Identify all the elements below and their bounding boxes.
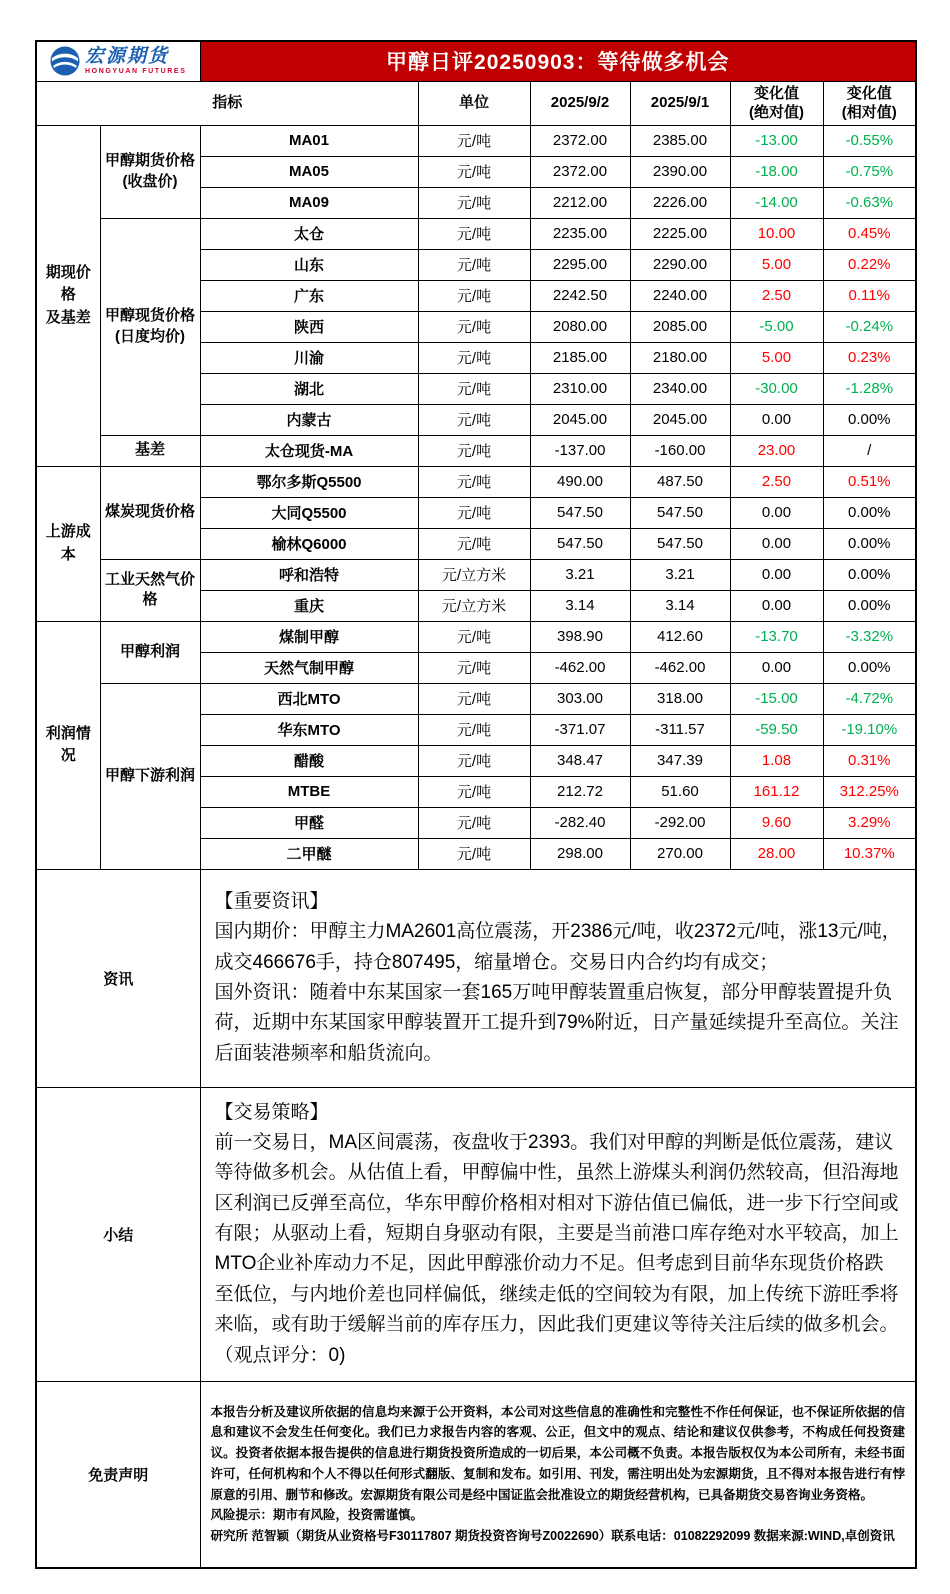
news-label: 资讯 — [36, 869, 200, 1087]
unit-value: 元/吨 — [418, 745, 530, 776]
table-row — [36, 218, 916, 249]
value-date1: -371.07 — [530, 714, 630, 745]
indicator-name: MA05 — [200, 156, 418, 187]
unit-value: 元/立方米 — [418, 590, 530, 621]
value-date2: 270.00 — [630, 838, 730, 869]
disclaimer-label: 免责声明 — [36, 1382, 200, 1568]
indicator-name: 二甲醚 — [200, 838, 418, 869]
indicator-name: 山东 — [200, 249, 418, 280]
value-date1: 2235.00 — [530, 218, 630, 249]
value-date1: 490.00 — [530, 466, 630, 497]
value-date2: 487.50 — [630, 466, 730, 497]
table-row — [36, 466, 916, 497]
table-row — [36, 435, 916, 466]
row-subgroup-label: 工业天然气价格 — [100, 559, 200, 621]
indicator-name: 榆林Q6000 — [200, 528, 418, 559]
row-group-label: 上游成本 — [36, 466, 100, 621]
value-date1: 2242.50 — [530, 280, 630, 311]
indicator-name: MA09 — [200, 187, 418, 218]
value-date1: 2185.00 — [530, 342, 630, 373]
value-date2: -311.57 — [630, 714, 730, 745]
unit-value: 元/吨 — [418, 435, 530, 466]
change-absolute: -59.50 — [730, 714, 823, 745]
summary-content — [200, 1087, 916, 1382]
column-header-change-relative: 变化值 (相对值) — [823, 81, 916, 125]
row-subgroup-label: 基差 — [100, 435, 200, 466]
value-date1: -462.00 — [530, 652, 630, 683]
value-date1: 212.72 — [530, 776, 630, 807]
change-absolute: -13.70 — [730, 621, 823, 652]
change-relative: 0.00% — [823, 652, 916, 683]
value-date2: 2226.00 — [630, 187, 730, 218]
disclaimer-content — [200, 1382, 916, 1568]
value-date1: 2310.00 — [530, 373, 630, 404]
change-absolute: 2.50 — [730, 280, 823, 311]
value-date1: -282.40 — [530, 807, 630, 838]
value-date1: 348.47 — [530, 745, 630, 776]
value-date2: 2180.00 — [630, 342, 730, 373]
change-absolute: -14.00 — [730, 187, 823, 218]
indicator-name: 太仓 — [200, 218, 418, 249]
brand-name: 宏源期货 — [85, 46, 170, 68]
value-date2: 2085.00 — [630, 311, 730, 342]
row-subgroup-label: 甲醇期货价格 (收盘价) — [100, 125, 200, 218]
change-relative: 0.00% — [823, 590, 916, 621]
value-date2: -462.00 — [630, 652, 730, 683]
change-absolute: 0.00 — [730, 528, 823, 559]
unit-value: 元/吨 — [418, 404, 530, 435]
value-date1: 2372.00 — [530, 156, 630, 187]
value-date1: -137.00 — [530, 435, 630, 466]
table-row — [36, 683, 916, 714]
value-date2: 2290.00 — [630, 249, 730, 280]
indicator-name: 太仓现货-MA — [200, 435, 418, 466]
report-title: 甲醇日评20250903：等待做多机会 — [200, 41, 916, 81]
change-absolute: 1.08 — [730, 745, 823, 776]
value-date1: 2080.00 — [530, 311, 630, 342]
change-absolute: 23.00 — [730, 435, 823, 466]
change-relative: -0.63% — [823, 187, 916, 218]
indicator-name: 醋酸 — [200, 745, 418, 776]
indicator-name: 华东MTO — [200, 714, 418, 745]
table-row — [36, 559, 916, 590]
column-header-date1: 2025/9/2 — [530, 81, 630, 125]
unit-value: 元/吨 — [418, 807, 530, 838]
change-relative: 0.11% — [823, 280, 916, 311]
value-date2: 2385.00 — [630, 125, 730, 156]
unit-value: 元/吨 — [418, 497, 530, 528]
unit-value: 元/吨 — [418, 776, 530, 807]
indicator-table-body — [36, 125, 916, 869]
change-relative: / — [823, 435, 916, 466]
change-absolute: 5.00 — [730, 342, 823, 373]
unit-value: 元/吨 — [418, 373, 530, 404]
news-paragraph-overseas: 国外资讯：随着中东某国家一套165万吨甲醇装置重启恢复，部分甲醇装置提升负荷，近期中东某国家甲醇装置开工提升到79%附近，日产量延续提升至高位。关注后面装港频率和船货流向。 — [214, 982, 899, 1064]
column-header-date2: 2025/9/1 — [630, 81, 730, 125]
change-relative: -3.32% — [823, 621, 916, 652]
indicator-name: 天然气制甲醇 — [200, 652, 418, 683]
indicator-name: 陕西 — [200, 311, 418, 342]
brand-logo — [36, 41, 200, 81]
value-date1: 2045.00 — [530, 404, 630, 435]
change-absolute: 161.12 — [730, 776, 823, 807]
change-absolute: -18.00 — [730, 156, 823, 187]
indicator-name: 内蒙古 — [200, 404, 418, 435]
news-section — [36, 869, 916, 1087]
change-absolute: -5.00 — [730, 311, 823, 342]
row-subgroup-label: 甲醇利润 — [100, 621, 200, 683]
change-absolute: -13.00 — [730, 125, 823, 156]
value-date1: 3.14 — [530, 590, 630, 621]
unit-value: 元/吨 — [418, 621, 530, 652]
value-date1: 303.00 — [530, 683, 630, 714]
summary-section — [36, 1087, 916, 1382]
value-date2: 2340.00 — [630, 373, 730, 404]
change-absolute: 0.00 — [730, 590, 823, 621]
news-title: 【重要资讯】 — [214, 890, 329, 912]
indicator-name: 鄂尔多斯Q5500 — [200, 466, 418, 497]
value-date2: 3.21 — [630, 559, 730, 590]
value-date2: 2390.00 — [630, 156, 730, 187]
value-date2: 318.00 — [630, 683, 730, 714]
unit-value: 元/吨 — [418, 683, 530, 714]
brand-name-en: HONGYUAN FUTURES — [85, 68, 187, 76]
value-date2: 2240.00 — [630, 280, 730, 311]
value-date2: -160.00 — [630, 435, 730, 466]
row-group-label: 期现价格 及基差 — [36, 125, 100, 466]
value-date2: 347.39 — [630, 745, 730, 776]
value-date2: 2225.00 — [630, 218, 730, 249]
change-relative: -4.72% — [823, 683, 916, 714]
change-relative: 0.00% — [823, 559, 916, 590]
change-absolute: 0.00 — [730, 559, 823, 590]
value-date1: 547.50 — [530, 497, 630, 528]
column-header-row — [36, 81, 916, 125]
column-header-indicator: 指标 — [36, 81, 418, 125]
indicator-name: MTBE — [200, 776, 418, 807]
change-absolute: 2.50 — [730, 466, 823, 497]
hongyuan-logo-icon — [50, 46, 80, 76]
change-absolute: 9.60 — [730, 807, 823, 838]
title-row — [36, 41, 916, 81]
indicator-name: 重庆 — [200, 590, 418, 621]
change-relative: -1.28% — [823, 373, 916, 404]
value-date1: 398.90 — [530, 621, 630, 652]
change-relative: -0.55% — [823, 125, 916, 156]
indicator-name: 煤制甲醇 — [200, 621, 418, 652]
news-content — [200, 869, 916, 1087]
table-row — [36, 621, 916, 652]
disclaimer-risk-warning: 风险提示：期市有风险，投资需谨慎。 — [210, 1508, 424, 1523]
value-date1: 2295.00 — [530, 249, 630, 280]
unit-value: 元/吨 — [418, 466, 530, 497]
change-absolute: 10.00 — [730, 218, 823, 249]
value-date2: -292.00 — [630, 807, 730, 838]
change-relative: 0.45% — [823, 218, 916, 249]
disclaimer-section — [36, 1382, 916, 1568]
unit-value: 元/立方米 — [418, 559, 530, 590]
change-relative: 0.00% — [823, 528, 916, 559]
change-absolute: 0.00 — [730, 404, 823, 435]
change-absolute: 0.00 — [730, 497, 823, 528]
indicator-name: 湖北 — [200, 373, 418, 404]
indicator-name: 呼和浩特 — [200, 559, 418, 590]
row-subgroup-label: 煤炭现货价格 — [100, 466, 200, 559]
unit-value: 元/吨 — [418, 714, 530, 745]
value-date2: 547.50 — [630, 528, 730, 559]
change-absolute: 5.00 — [730, 249, 823, 280]
change-relative: -19.10% — [823, 714, 916, 745]
value-date2: 2045.00 — [630, 404, 730, 435]
value-date2: 412.60 — [630, 621, 730, 652]
news-paragraph-domestic: 国内期价：甲醇主力MA2601高位震荡，开2386元/吨，收2372元/吨，涨13元/吨，成交466676手，持仓807495，缩量增仓。交易日内合约均有成交； — [214, 921, 901, 973]
unit-value: 元/吨 — [418, 125, 530, 156]
change-relative: 0.31% — [823, 745, 916, 776]
value-date2: 51.60 — [630, 776, 730, 807]
unit-value: 元/吨 — [418, 652, 530, 683]
value-date1: 547.50 — [530, 528, 630, 559]
change-absolute: 28.00 — [730, 838, 823, 869]
summary-title: 【交易策略】 — [214, 1101, 329, 1123]
indicator-name: 大同Q5500 — [200, 497, 418, 528]
change-relative: 0.00% — [823, 497, 916, 528]
change-relative: 0.51% — [823, 466, 916, 497]
indicator-name: MA01 — [200, 125, 418, 156]
indicator-name: 川渝 — [200, 342, 418, 373]
disclaimer-paragraph: 本报告分析及建议所依据的信息均来源于公开资料，本公司对这些信息的准确性和完整性不作任何保证，也不保证所依据的信息和建议不会发生任何变化。我们已力求报告内容的客观、公正，但文中的观点、结论和建议仅供参考，不构成任何投资建议。投资者依据本报告提供的信息进行期货投资所造成的一切后果，本公司概不负责。本报告版权仅为本公司所有，未经书面许可，任何机构和个人不得以任何形式翻版、复制和发布。如引用、刊发，需注明出处为宏源期货，且不得对本报告进行有悖原意的引用、删节和修改。宏源期货有限公司是经中国证监会批准设立的期货经营机构，已具备期货交易咨询业务资格。 — [210, 1404, 906, 1502]
unit-value: 元/吨 — [418, 249, 530, 280]
value-date1: 3.21 — [530, 559, 630, 590]
change-relative: -0.24% — [823, 311, 916, 342]
row-group-label: 利润情况 — [36, 621, 100, 869]
change-relative: 0.23% — [823, 342, 916, 373]
report-table — [35, 40, 917, 1569]
unit-value: 元/吨 — [418, 218, 530, 249]
change-relative: 10.37% — [823, 838, 916, 869]
unit-value: 元/吨 — [418, 342, 530, 373]
value-date2: 547.50 — [630, 497, 730, 528]
change-relative: 3.29% — [823, 807, 916, 838]
change-relative: -0.75% — [823, 156, 916, 187]
unit-value: 元/吨 — [418, 838, 530, 869]
sections-body — [36, 869, 916, 1568]
unit-value: 元/吨 — [418, 528, 530, 559]
change-relative: 0.22% — [823, 249, 916, 280]
unit-value: 元/吨 — [418, 187, 530, 218]
change-relative: 0.00% — [823, 404, 916, 435]
change-relative: 312.25% — [823, 776, 916, 807]
report-header — [36, 41, 916, 125]
summary-label: 小结 — [36, 1087, 200, 1382]
summary-paragraph: 前一交易日，MA区间震荡，夜盘收于2393。我们对甲醇的判断是低位震荡，建议等待做多机会。从估值上看，甲醇偏中性，虽然上游煤头利润仍然较高，但沿海地区利润已反弹至高位，华东甲醇价格相对相对下游估值已偏低，进一步下行空间或有限；从驱动上看，短期自身驱动有限，主要是当前港口库存绝对水平较高，加上MTO企业补库动力不足，因此甲醇涨价动力不足。但考虑到目前华东现货价格跌至低位，与内地价差也同样偏低，继续走低的空间较为有限，加上传统下游旺季将来临，或有助于缓解当前的库存压力，因此我们更建议等待关注后续的做多机会。（观点评分：0) — [214, 1131, 899, 1366]
change-absolute: -30.00 — [730, 373, 823, 404]
disclaimer-analyst-info: 研究所 范智颖（期货从业资格号F30117807 期货投资咨询号Z0022690）联系电话：01082292099 数据来源:WIND,卓创资讯 — [210, 1529, 895, 1544]
value-date2: 3.14 — [630, 590, 730, 621]
indicator-name: 甲醛 — [200, 807, 418, 838]
row-subgroup-label: 甲醇现货价格 (日度均价) — [100, 218, 200, 435]
unit-value: 元/吨 — [418, 156, 530, 187]
column-header-change-absolute: 变化值 (绝对值) — [730, 81, 823, 125]
change-absolute: 0.00 — [730, 652, 823, 683]
indicator-name: 西北MTO — [200, 683, 418, 714]
change-absolute: -15.00 — [730, 683, 823, 714]
row-subgroup-label: 甲醇下游利润 — [100, 683, 200, 869]
value-date1: 2212.00 — [530, 187, 630, 218]
unit-value: 元/吨 — [418, 280, 530, 311]
indicator-name: 广东 — [200, 280, 418, 311]
value-date1: 298.00 — [530, 838, 630, 869]
table-row — [36, 125, 916, 156]
unit-value: 元/吨 — [418, 311, 530, 342]
value-date1: 2372.00 — [530, 125, 630, 156]
column-header-unit: 单位 — [418, 81, 530, 125]
